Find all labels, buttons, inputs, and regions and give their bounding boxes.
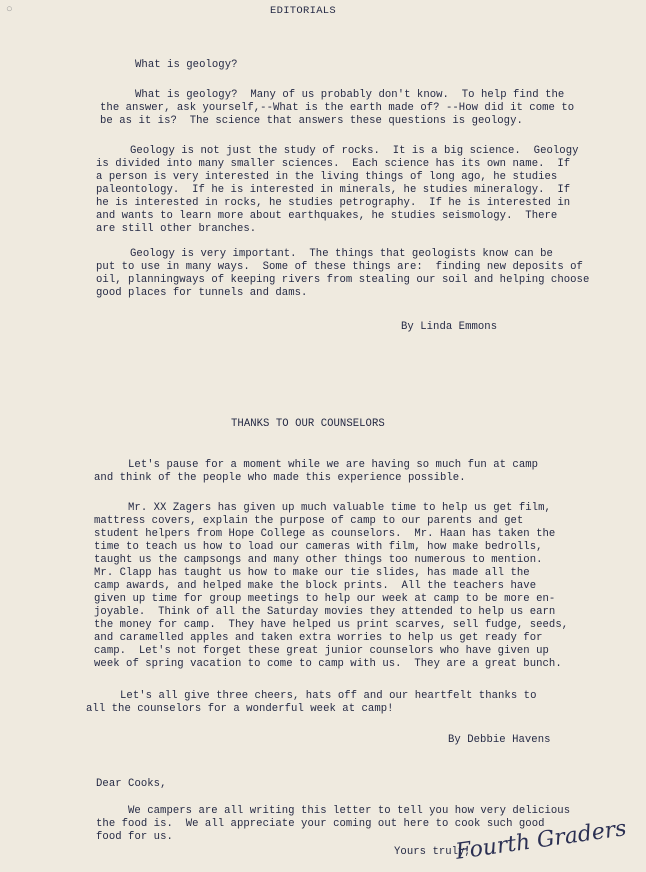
thanks-p2-line: and caramelled apples and taken extra worries to help us get ready for [94,632,543,644]
geology-p2-line: he is interested in rocks, he studies petrography. If he is interested in [96,197,571,209]
page-header: EDITORIALS [270,5,337,17]
geology-p1-line: be as it is? The science that answers these questions is geology. [100,115,523,127]
thanks-p1-line: Let's pause for a moment while we are having so much fun at camp [128,459,539,471]
thanks-heading: THANKS TO OUR COUNSELORS [231,418,385,430]
thanks-p2-line: joyable. Think of all the Saturday movies they attended to help us earn [94,606,556,618]
geology-heading: What is geology? [135,59,238,71]
thanks-p2-line: Mr. XX Zagers has given up much valuable time to help us get film, [128,502,551,514]
letter-body-line: food for us. [96,831,173,843]
thanks-p2-line: Mr. Clapp has taught us how to make our tie slides, has made all the [94,567,530,579]
thanks-p2-line: week of spring vacation to come to camp with us. They are a great bunch. [94,658,562,670]
thanks-p2-line: camp awards, and helped make the block prints. All the teachers have [94,580,537,592]
thanks-p2-line: given up time for group meetings to help our week at camp to be more en- [94,593,556,605]
thanks-p2-line: student helpers from Hope College as counselors. Mr. Haan has taken the [94,528,556,540]
geology-p3-line: Geology is very important. The things that geologists know can be [130,248,553,260]
letter-salutation: Dear Cooks, [96,778,167,790]
geology-p1-line: What is geology? Many of us probably don't know. To help find the [135,89,565,101]
geology-p1-line: the answer, ask yourself,--What is the earth made of? --How did it come to [100,102,575,114]
handwritten-signature: Fourth Graders [454,816,629,865]
geology-p2-line: are still other branches. [96,223,257,235]
thanks-p1-line: and think of the people who made this experience possible. [94,472,466,484]
letter-body-line: We campers are all writing this letter to tell you how very delicious [128,805,571,817]
thanks-p2-line: mattress covers, explain the purpose of camp to our parents and get [94,515,524,527]
thanks-p3-line: all the counselors for a wonderful week at camp! [86,703,394,715]
corner-mark: ○ [6,4,13,16]
geology-p2-line: is divided into many smaller sciences. Each science has its own name. If [96,158,571,170]
geology-p2-line: Geology is not just the study of rocks. It is a big science. Geology [130,145,579,157]
letter-body-line: the food is. We all appreciate your coming out here to cook such good [96,818,545,830]
geology-p3-line: put to use in many ways. Some of these things are: finding new deposits of [96,261,583,273]
thanks-p2-line: camp. Let's not forget these great junior counselors who have given up [94,645,549,657]
geology-p2-line: a person is very interested in the living things of long ago, he studies [96,171,558,183]
geology-p2-line: and wants to learn more about earthquakes, he studies seismology. There [96,210,558,222]
geology-byline: By Linda Emmons [401,321,498,333]
geology-p3-line: oil, planningways of keeping rivers from stealing our soil and helping choose [96,274,590,286]
geology-p2-line: paleontology. If he is interested in minerals, he studies mineralogy. If [96,184,571,196]
thanks-p2-line: the money for camp. They have helped us print scarves, sell fudge, seeds, [94,619,569,631]
letter-closing: Yours truly, [394,846,471,858]
thanks-p2-line: taught us the campsongs and many other things too numerous to mention. [94,554,543,566]
thanks-p3-line: Let's all give three cheers, hats off and our heartfelt thanks to [120,690,537,702]
geology-p3-line: good places for tunnels and dams. [96,287,308,299]
thanks-p2-line: time to teach us how to load our cameras with film, how make bedrolls, [94,541,543,553]
thanks-byline: By Debbie Havens [448,734,551,746]
